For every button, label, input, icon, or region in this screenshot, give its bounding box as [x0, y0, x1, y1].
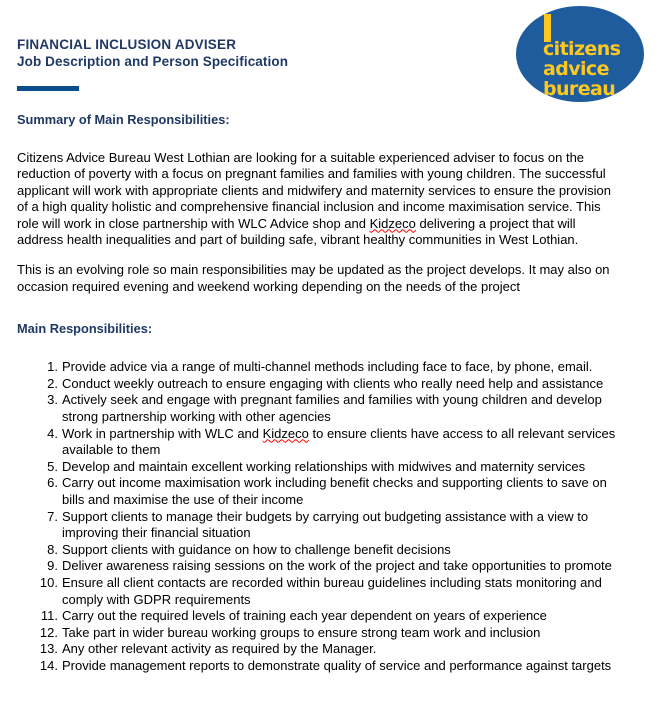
responsibility-item: [62, 459, 631, 476]
responsibility-text: Support clients to manage their budgets by carrying out budgeting assistance with a view to improving their financial situation: [62, 508, 589, 541]
logo-word-citizens: citizens: [543, 38, 621, 60]
logo-word-bureau: bureau: [543, 78, 616, 100]
summary-paragraph-1-part-2: delivering a project that will address health inequalities and part of building safe, vibrant healthy communities in West Lothian.: [17, 215, 579, 248]
logo-wordmark: [543, 39, 643, 99]
responsibility-item: [62, 608, 631, 625]
summary-heading: Summary of Main Responsibilities:: [17, 112, 230, 127]
responsibility-text: Provide advice via a range of multi-channel methods including face to face, by phone, email.: [62, 359, 593, 375]
logo-word-advice: advice: [543, 58, 609, 80]
responsibility-item: [62, 359, 631, 376]
summary-paragraph-1: [0, 150, 665, 248]
responsibility-text-before: Work in partnership with WLC and: [62, 425, 263, 441]
summary-paragraph-2: This is an evolving role so main responsibilities may be updated as the project develops. It may also on occasion required evening and weekend working depending on the needs of the project: [17, 262, 610, 294]
responsibility-text: Ensure all client contacts are recorded within bureau guidelines including stats monitoring and comply with GDPR requirements: [62, 574, 602, 607]
page-subtitle: Job Description and Person Specification: [17, 54, 289, 69]
responsibility-item: [62, 658, 631, 675]
responsibility-text: Take part in wider bureau working groups to ensure strong team work and inclusion: [62, 624, 541, 640]
misspelled-word-kidzeco: Kidzeco: [262, 425, 309, 441]
responsibility-text: Any other relevant activity as required by the Manager.: [62, 641, 377, 657]
responsibility-item: [62, 392, 631, 425]
responsibility-text: Carry out the required levels of training each year dependent on years of experience: [62, 608, 547, 624]
citizens-advice-bureau-logo: [516, 6, 646, 103]
page-title: FINANCIAL INCLUSION ADVISER: [17, 37, 237, 52]
responsibility-item: [62, 575, 631, 608]
responsibility-item: [62, 625, 631, 642]
responsibilities-list: [0, 359, 665, 674]
document-content: [0, 112, 665, 675]
responsibility-item: [62, 426, 631, 459]
responsibility-text: Provide management reports to demonstrate quality of service and performance against targets: [62, 657, 612, 673]
summary-paragraph-1-part-1: Citizens Advice Bureau West Lothian are looking for a suitable experienced adviser to focus on the reduction of poverty with a focus on pregnant families and families with young children. The successful applicant will work with appropriate clients and midwifery and maternity services to ensure the provision of a high quality holistic and comprehensive financial inclusion and income maximisation service. This role will work in close partnership with WLC Advice shop and: [17, 150, 611, 231]
title-block: [17, 36, 417, 71]
responsibility-text: Actively seek and engage with pregnant families and families with young children and develop strong partnership working with other agencies: [62, 392, 602, 425]
responsibility-text: Carry out income maximisation work including benefit checks and supporting clients to save on bills and maximise the use of their income: [62, 475, 607, 507]
responsibility-text-after: to ensure clients have access to all relevant services available to them: [62, 425, 616, 458]
responsibility-text: Deliver awareness raising sessions on the work of the project and take opportunities to promote: [62, 558, 612, 574]
responsibility-item: [62, 558, 631, 575]
responsibility-item: [62, 376, 631, 393]
responsibility-text: Develop and maintain excellent working relationships with midwives and maternity services: [62, 458, 586, 474]
responsibility-item: [62, 509, 631, 542]
responsibilities-heading: Main Responsibilities:: [17, 321, 153, 337]
document-header: [0, 0, 665, 112]
responsibility-item: [62, 475, 631, 508]
responsibility-text: Support clients with guidance on how to challenge benefit decisions: [62, 541, 451, 557]
responsibility-text: Conduct weekly outreach to ensure engaging with clients who really need help and assistance: [62, 375, 604, 391]
misspelled-word-kidzeco: Kidzeco: [369, 215, 416, 231]
title-underline-rule: [17, 86, 79, 91]
responsibility-item: [62, 542, 631, 559]
responsibility-item: [62, 641, 631, 658]
